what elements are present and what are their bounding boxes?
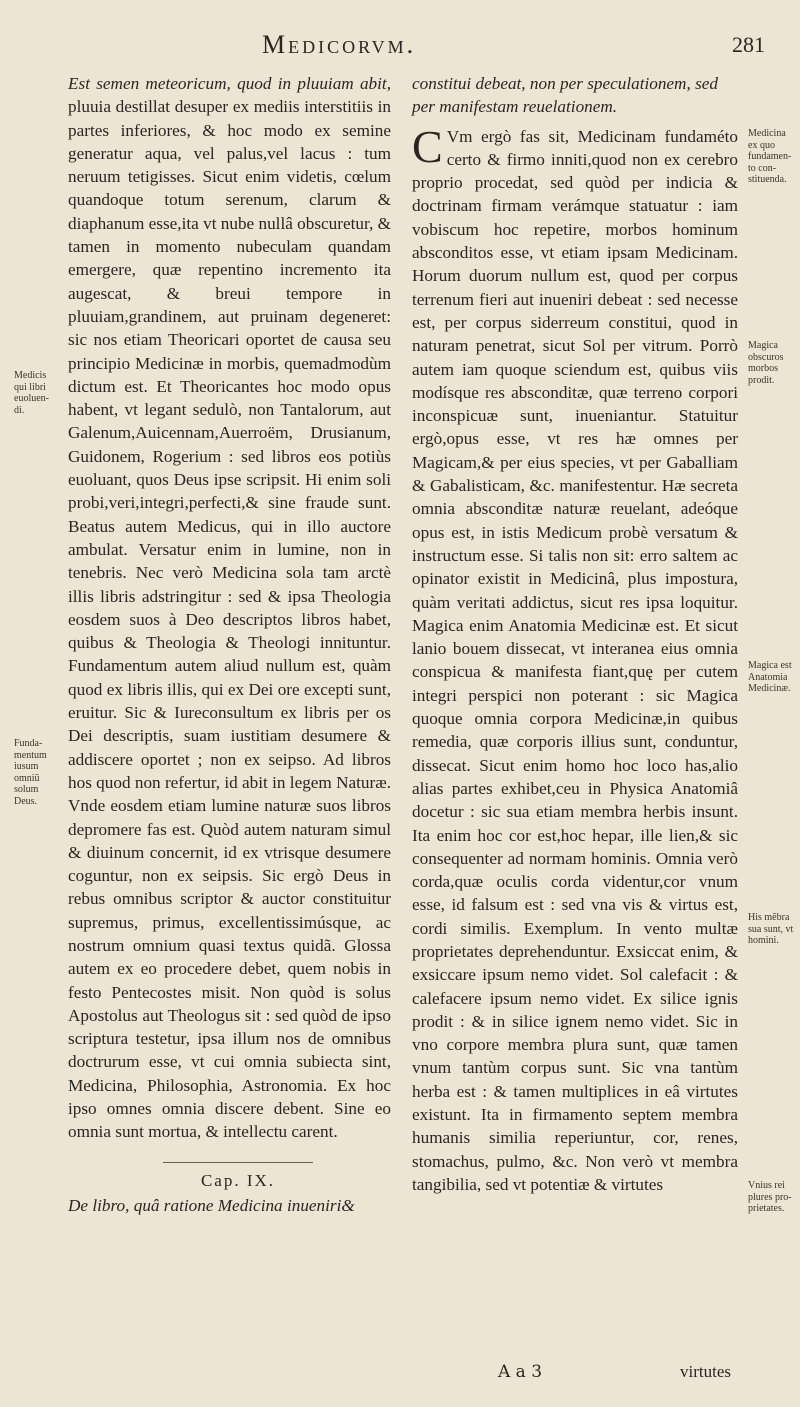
paragraph-lead: Est semen meteoricum, quod in pluuiam abit	[68, 74, 387, 93]
margin-note-right-4: His mẽbra sua sunt, vt homini.	[748, 912, 794, 946]
chapter-heading: Cap. IX.	[163, 1162, 313, 1192]
margin-note-right-3: Magica est Anatomia Medicinæ.	[748, 660, 792, 694]
signature-mark: A a 3	[498, 1362, 543, 1382]
catchword: virtutes	[680, 1362, 731, 1381]
margin-note-left-1: Medicis qui libri euoluendi.	[14, 370, 49, 416]
chapter-title-continuation: constitui debeat, non per speculationem, sed per manifestam reuelationem.	[412, 74, 718, 117]
margin-note-right-2: Magica obscuros morbos prodit.	[748, 340, 784, 386]
left-column	[68, 72, 391, 1217]
paragraph-text: , pluuia destillat desuper ex mediis interstitiis in partes inferiores, & hoc modo ex semine generatur aqua, vel palus,vel lacus : tum neruum tetigisses. Sicut enim videtis, cœlum quandoque totum serenum, clarum & diaphanum esse,ita vt nube nullâ obscuretur, & tamen in momento nubeculam quandam emergere, quæ repentino incremento ita augescat, & breui tempore in pluuiam,grandinem, aut pruinam degeneret: sic nos etiam Theoricari oportet de causa seu principio Medicinæ in morbis, quemadmodùm dictum est. Et Theoricantes hoc modo opus habent, vt legant sedulò, non Tantalorum, aut Galenum,Auicennam,Auerroëm, Drusianum, Guidonem, Rogerium : sed libros eos potiùs euoluant, quos Deus ipse scripsit. Hi enim soli probi,veri,integri,perfecti,& sine fraude sunt. Beatus autem Medicus, qui in illo auctore ambulat. Versatur enim in lumine, non in tenebris. Nec verò Medicina sola tam arctè illis libris adstringitur : sed & ipsa Theologia eosdem suos à Deo descriptos libros habet, quibus & Theologia & Theologi innituntur. Fundamentum autem aliud nullum est, quàm quod ex libris illis, qui ex Dei ore excepti sunt, eruitur. Sic & Iureconsultum ex libris per os Dei descriptis, suam iustitiam desumere & addiscere oportet ; non ex seipso. Ad libros hos quod non refertur, id abit in legem Naturæ. Vnde eosdem etiam lumine naturæ suos libros depromere fas est. Quòd autem naturam simul & diuinum concernit, id ex vtrisque desumere coguntur, non ex seipsis. Sic ergò Deus in rebus omnibus scriptor & auctor constituitur supremus, primus, excellentissimúsque, ac nostrum omnium quasi textus quidã. Glossa autem ex eo procedere debet, quem nobis in festo Pentecostes misit. Non quòd is solus Apostolus aut Theologus sit : sed quòd de ipso scriptura testetur, ipsa illum nos de omnibus doctrurum esse, vt cui omnia subiecta sint, Medicina, Philosophia, Astronomia. Ex hoc ipso omnes omnia discere debent. Sine eo omnia sunt mortua, & intellectu carent.	[68, 74, 391, 1142]
paragraph-text: Vm ergò fas sit, Medicinam fundaméto certo & firmo inniti,quod non ex cerebro proprio procedat, sed quòd per indicia & doctrinam firmam verámque statuatur : iam vobiscum hoc repetire, morbos hominum absconditos esse, vt etiam ipsam Medicinam. Horum duorum nullum est, quod per corpus terrenum fieri aut inueniri debeat : sed necesse est, per corpus siderreum constitui, quod in naturam penetrat, sicut Sol per vitrum. Porrò autem iam quoque sciendum est, quibus viis modísque res absconditæ, quæ terreno corpori inconspicuæ sunt, inueniantur. Statuitur ergò,opus esse, vt res hæ omnes per Magicam,& per eius species, vt per Gaballiam & Gabalisticam, &c. manifestentur. Hæ secreta omnia absconditæ naturæ reuelant, adeóque opus est, in istis Medicum probè versatum & instructum esse. Si talis non sit: erro saltem ac opinator existit in Medicinâ, plus impostura, quàm veritati addictus, sicut res ipsa loquitur. Magica enim Anatomia Medicinæ est. Et sicut lanio bouem dissecat, vt interanea eius omnia conspicua & manifesta fiant,quę per cutem integri perspici non poterant : sic Magica quoque omnia corpora Medicinæ,in quibus remedia, quæ corporis illius sunt, conduntur, dissecat. Sicut enim homo hoc loco has,alio alias partes exhibet,ceu in Physica Anatomiâ docetur : sic sua etiam membra herbis insunt. Ita enim hoc cor est,hoc hepar, ille lien,& sic consequenter ad normam hominis. Omnia verò corda,quæ oculis corda videntur,cor vnum esse, id falsum est : sed vna vis & virtus est, cordi similis. Exemplum. In vento multæ proprietates deprehenduntur. Exsiccat enim, & exsiccare ipsum nemo videt. Sol calefacit : & calefacere ipsum nemo videt. Ex silice ignis prodit : & in silice ignem nemo videt. Sic in vno corpore membra plura sunt, quæ tamen vnum tantùm corpus sunt. Sic vna tantùm herba est : & tamen multiplices in eâ virtutes existunt. Ita in firmamento septem membra humanis similia reperiuntur, cor, renes, stomachus, pulmo, &c. Non verò vt membra tangibilia, sed vt potentiæ & virtutes	[412, 126, 738, 1194]
margin-note-left-2: Fundamentum iusum omniũ solum Deus.	[14, 738, 47, 807]
right-paragraph	[412, 120, 738, 1197]
margin-note-right-5: Vnius rei plures proprietates.	[748, 1180, 792, 1214]
chapter-title: De libro, quâ ratione Medicina inueniri&	[68, 1195, 355, 1215]
margin-note-right-1: Medicina ex quo fundamento constituenda.	[748, 128, 792, 185]
running-head	[0, 30, 800, 64]
right-column	[412, 72, 738, 1196]
running-title: Medicorvm.	[262, 30, 417, 59]
drop-capital: C	[412, 120, 443, 172]
left-paragraph	[68, 72, 391, 1144]
page-number: 281	[732, 32, 765, 57]
